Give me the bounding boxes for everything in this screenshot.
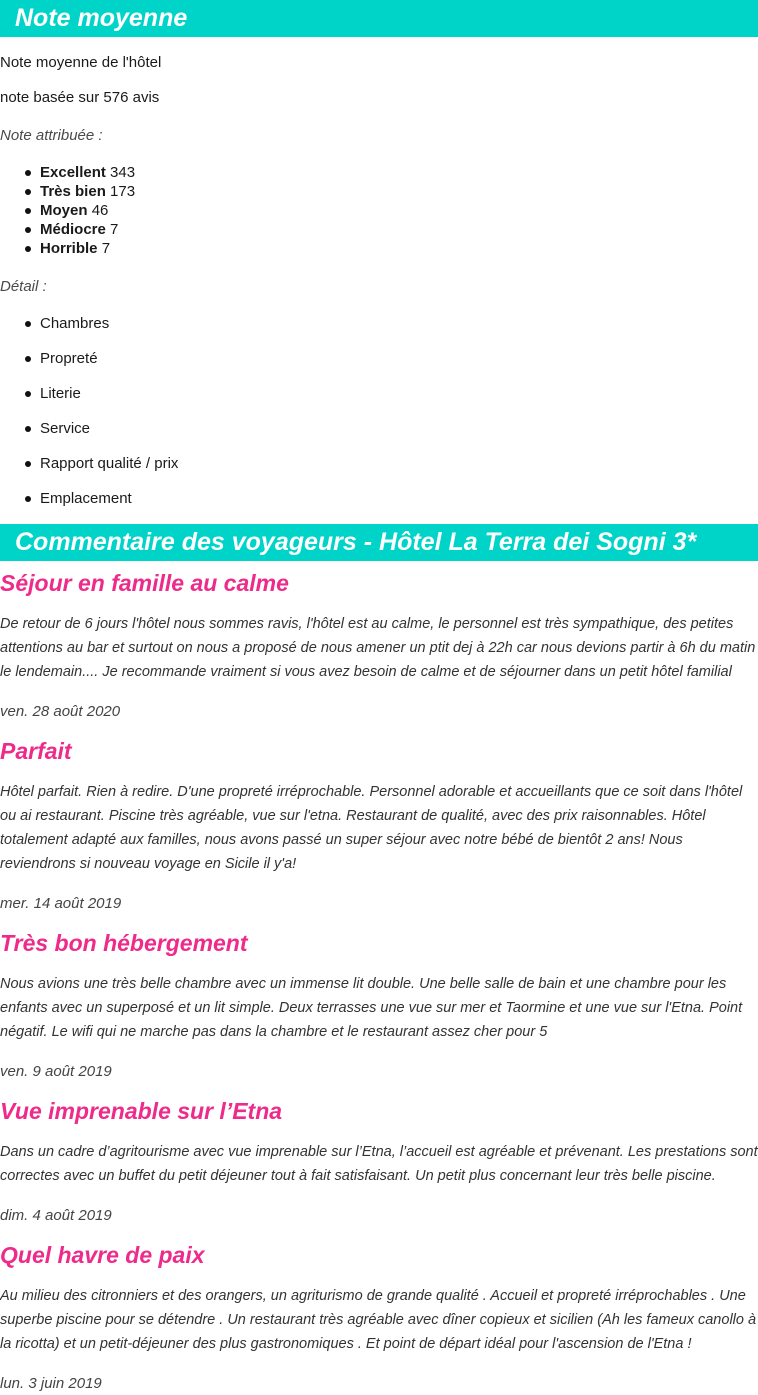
- review-title: Parfait: [0, 738, 72, 764]
- bullet-icon: [25, 208, 31, 214]
- rating-count: 7: [110, 221, 119, 238]
- rating-label: Excellent: [40, 164, 106, 181]
- bullet-icon: [25, 391, 31, 397]
- bullet-icon: [25, 356, 31, 362]
- rating-count: 7: [101, 240, 111, 257]
- review-body: Au milieu des citronniers et des orangers, un agriturismo de grande qualité . Accueil et propreté irréprochables . Une superbe piscine pour se détendre . Un restaurant très agréable avec dîner copieux et sicilien (Ah les fameux canollo à la ricotta) et un petit-déjeuner des plus gastronomiques . Et point de départ idéal pour l'ascension de l'Etna !: [0, 1288, 757, 1352]
- detail-item-rapport: [0, 454, 700, 489]
- rating-item-mediocre: [0, 220, 700, 239]
- detail-label: Service: [40, 420, 91, 437]
- review-title: Quel havre de paix: [0, 1242, 205, 1268]
- detail-item-literie: [0, 384, 700, 419]
- detail-list: [0, 314, 700, 524]
- detail-item-proprete: [0, 349, 700, 384]
- review-title: Vue imprenable sur l’Etna: [0, 1098, 283, 1124]
- rating-count: 343: [110, 164, 136, 181]
- detail-label: Chambres: [40, 315, 110, 332]
- review-date: mer. 14 août 2019: [0, 895, 122, 912]
- rating-review-count: note basée sur 576 avis: [0, 89, 160, 106]
- bullet-icon: [25, 496, 31, 502]
- rating-label: Moyen: [40, 202, 88, 219]
- detail-item-emplacement: [0, 489, 700, 524]
- bullet-icon: [25, 321, 31, 327]
- detail-label: Literie: [40, 385, 81, 402]
- rating-distribution-list: [0, 163, 700, 258]
- bullet-icon: [25, 227, 31, 233]
- bullet-icon: [25, 426, 31, 432]
- review-body: Nous avions une très belle chambre avec un immense lit double. Une belle salle de bain et une chambre pour les enfants avec un superposé et un lit simple. Deux terrasses une vue sur mer et Taormine et une vue sur l'Etna. Point négatif. Le wifi qui ne marche pas dans la chambre et le restaurant assez cher pour 5: [0, 976, 743, 1040]
- review-date: lun. 3 juin 2019: [0, 1375, 102, 1392]
- detail-label: Rapport qualité / prix: [40, 455, 179, 472]
- bullet-icon: [25, 170, 31, 176]
- rating-label: Médiocre: [40, 221, 106, 238]
- rating-label: Très bien: [40, 183, 106, 200]
- rating-subtitle: Note moyenne de l'hôtel: [0, 54, 162, 71]
- rating-count: 46: [91, 202, 109, 219]
- review-date: ven. 28 août 2020: [0, 703, 121, 720]
- rating-item-tres-bien: [0, 182, 700, 201]
- rating-count: 173: [110, 183, 136, 200]
- detail-item-service: [0, 419, 700, 454]
- rating-item-excellent: [0, 163, 700, 182]
- awarded-rating-label: Note attribuée :: [0, 127, 103, 144]
- rating-label: Horrible: [40, 240, 98, 257]
- review-body: Hôtel parfait. Rien à redire. D'une propreté irréprochable. Personnel adorable et accueillants que ce soit dans l'hôtel ou ai restaurant. Piscine très agréable, vue sur l'etna. Restaurant de qualité, avec des prix raisonnables. Hôtel totalement adapté aux familles, nous avons passé un super séjour avec notre bébé de bientôt 2 ans! Nous reviendrons si nouveau voyage en Sicile il y'a!: [0, 784, 743, 872]
- review-title: Séjour en famille au calme: [0, 570, 289, 596]
- review-body: De retour de 6 jours l'hôtel nous sommes ravis, l'hôtel est au calme, le personnel est très sympathique, des petites attentions au bar et surtout on nous a proposé de nous amener un ptit dej à 22h car nous devions partir à 6h du matin le lendemain.... Je recommande vraiment si vous avez besoin de calme et de séjourner dans un petit hôtel familial: [0, 616, 756, 680]
- review-date: ven. 9 août 2019: [0, 1063, 112, 1080]
- rating-item-horrible: [0, 239, 700, 258]
- detail-item-chambres: [0, 314, 700, 349]
- reviews-section-heading: Commentaire des voyageurs - Hôtel La Terra dei Sogni 3*: [0, 524, 758, 561]
- review-body: Dans un cadre d’agritourisme avec vue imprenable sur l’Etna, l’accueil est agréable et prévenant. Les prestations sont correctes avec un buffet du petit déjeuner tout à fait satisfaisant. Un petit plus concernant leur très belle piscine.: [0, 1144, 758, 1184]
- bullet-icon: [25, 189, 31, 195]
- detail-label: Détail :: [0, 278, 47, 295]
- bullet-icon: [25, 461, 31, 467]
- rating-item-moyen: [0, 201, 700, 220]
- review-date: dim. 4 août 2019: [0, 1207, 112, 1224]
- bullet-icon: [25, 246, 31, 252]
- detail-label: Propreté: [40, 350, 98, 367]
- detail-label: Emplacement: [40, 490, 132, 507]
- review-title: Très bon hébergement: [0, 930, 248, 956]
- rating-section-heading: Note moyenne: [0, 0, 758, 37]
